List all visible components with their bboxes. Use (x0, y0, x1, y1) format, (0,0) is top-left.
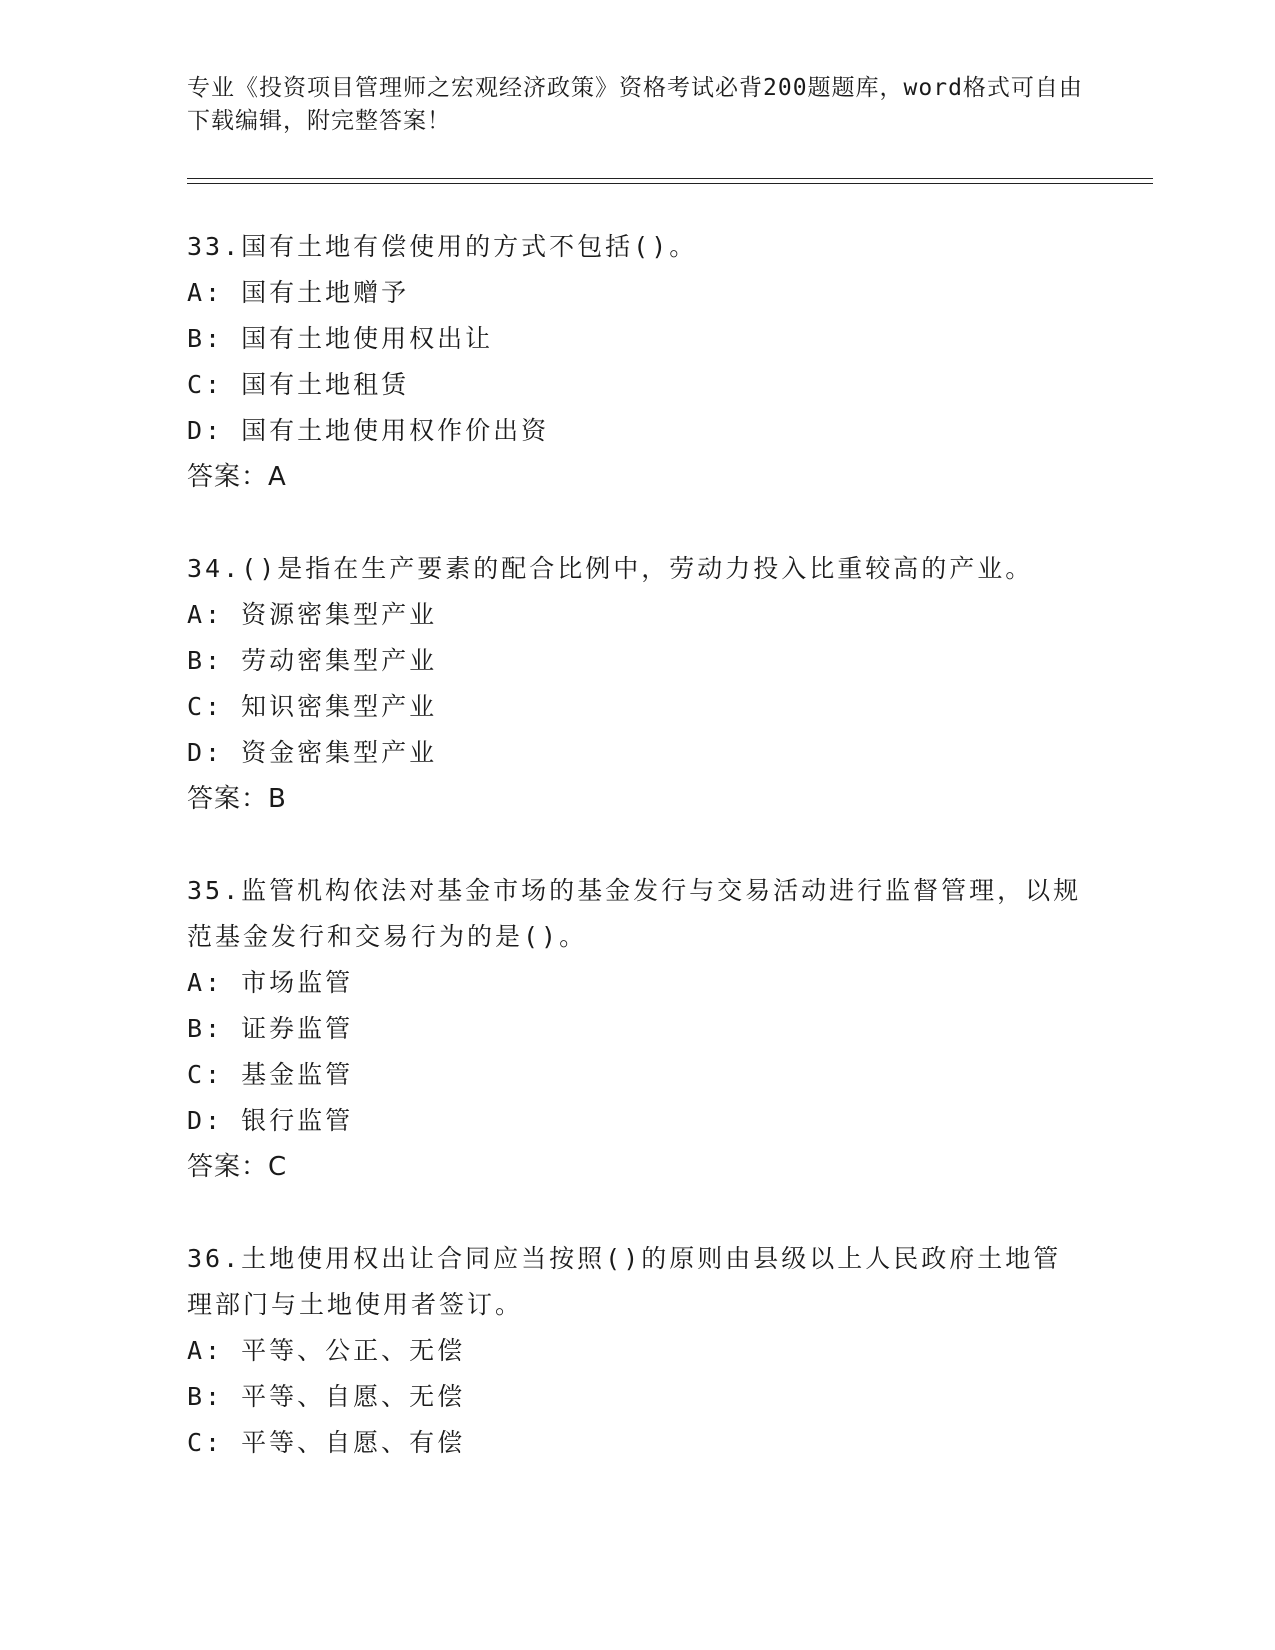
option-a: A: 资源密集型产业 (187, 600, 438, 629)
header-divider-line-second (187, 183, 1153, 184)
document-header-title: 专业《投资项目管理师之宏观经济政策》资格考试必背200题题库，word格式可自由下载编辑，附完整答案！ (187, 75, 1083, 134)
option-c: C: 基金监管 (187, 1060, 354, 1089)
option-c: C: 国有土地租赁 (187, 370, 410, 399)
answer-label: 答案：B (187, 784, 287, 814)
question-stem: 35.监管机构依法对基金市场的基金发行与交易活动进行监督管理，以规范基金发行和交易行为的是()。 (187, 876, 1082, 951)
option-a: A: 平等、公正、无偿 (187, 1336, 466, 1365)
option-c: C: 平等、自愿、有偿 (187, 1428, 466, 1457)
answer-label: 答案：A (187, 462, 287, 492)
option-c: C: 知识密集型产业 (187, 692, 438, 721)
option-d: D: 国有土地使用权作价出资 (187, 416, 550, 445)
question-stem: 33.国有土地有偿使用的方式不包括()。 (187, 232, 698, 261)
answer-label: 答案：C (187, 1152, 288, 1182)
option-d: D: 资金密集型产业 (187, 738, 438, 767)
option-b: B: 劳动密集型产业 (187, 646, 438, 675)
question-35 (187, 868, 1087, 1190)
option-a: A: 市场监管 (187, 968, 354, 997)
header-divider-line (187, 178, 1153, 179)
option-d: D: 银行监管 (187, 1106, 354, 1135)
question-stem: 34.()是指在生产要素的配合比例中，劳动力投入比重较高的产业。 (187, 554, 1034, 583)
question-36 (187, 1236, 1087, 1466)
option-b: B: 证券监管 (187, 1014, 354, 1043)
question-33 (187, 224, 1087, 500)
option-b: B: 国有土地使用权出让 (187, 324, 494, 353)
option-b: B: 平等、自愿、无偿 (187, 1382, 466, 1411)
question-stem: 36.土地使用权出让合同应当按照()的原则由县级以上人民政府土地管理部门与土地使用者签订。 (187, 1244, 1062, 1319)
question-34 (187, 546, 1087, 822)
option-a: A: 国有土地赠予 (187, 278, 410, 307)
